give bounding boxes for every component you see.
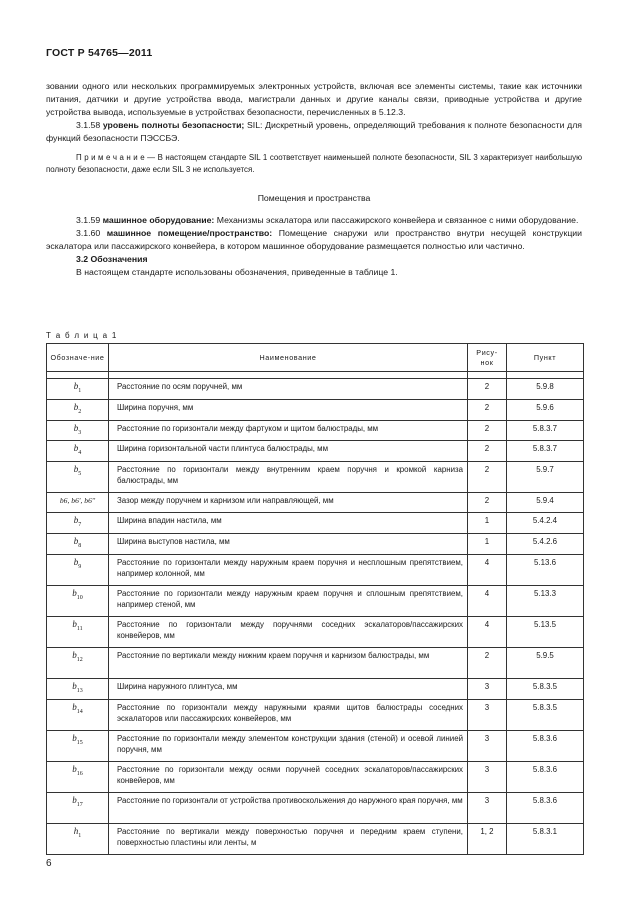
cell-name: Расстояние по горизонтали между внутренним краем поручня и кромкой карниза балюстрады, мм xyxy=(109,462,468,493)
symbols-table xyxy=(46,343,584,855)
cell-clause: 5.8.3.6 xyxy=(507,792,584,823)
cell-name: Расстояние по горизонтали между фартуком и щитом балюстрады, мм xyxy=(109,420,468,441)
cell-symbol: $b_{10}$ xyxy=(47,585,109,616)
table-row xyxy=(47,699,584,730)
body-text xyxy=(46,80,582,279)
cell-symbol: $b_4$ xyxy=(47,441,109,462)
header-figure: Рису-нок xyxy=(468,344,507,372)
cell-figure: 2 xyxy=(468,647,507,678)
cell-clause: 5.8.3.5 xyxy=(507,678,584,699)
table-row xyxy=(47,616,584,647)
cell-clause: 5.8.3.7 xyxy=(507,420,584,441)
cell-clause: 5.4.2.6 xyxy=(507,533,584,554)
cell-symbol: $h_1$ xyxy=(47,823,109,854)
cell-symbol: $b_1$ xyxy=(47,379,109,400)
cell-name: Ширина поручня, мм xyxy=(109,399,468,420)
document-header: ГОСТ Р 54765—2011 xyxy=(46,47,153,59)
table-row xyxy=(47,462,584,493)
cell-figure: 1, 2 xyxy=(468,823,507,854)
table-row xyxy=(47,493,584,513)
table-row xyxy=(47,678,584,699)
table-caption: Т а б л и ц а 1 xyxy=(46,331,118,340)
paragraph-continuation: зовании одного или нескольких программируемых электронных устройств, включая все элементы системы, такие как источники питания, датчики и другие устройства ввода, магистрали данных и другие каналы связи, приводные устройства и другие устройства вывода, используемые в устройствах безопасности, перечисленных в 5.12.3. xyxy=(46,81,582,117)
cell-clause: 5.9.4 xyxy=(507,493,584,513)
cell-figure: 3 xyxy=(468,792,507,823)
header-symbol: Обозначе-ние xyxy=(47,344,109,372)
cell-clause: 5.9.5 xyxy=(507,647,584,678)
cell-clause: 5.9.8 xyxy=(507,379,584,400)
cell-clause: 5.8.3.6 xyxy=(507,730,584,761)
table-row xyxy=(47,585,584,616)
cell-symbol: $b_{17}$ xyxy=(47,792,109,823)
cell-figure: 1 xyxy=(468,513,507,534)
cell-figure: 3 xyxy=(468,761,507,792)
cell-figure: 3 xyxy=(468,699,507,730)
cell-figure: 2 xyxy=(468,379,507,400)
cell-name: Ширина горизонтальной части плинтуса балюстрады, мм xyxy=(109,441,468,462)
cell-symbol: $b_{11}$ xyxy=(47,616,109,647)
cell-figure: 2 xyxy=(468,462,507,493)
cell-clause: 5.8.3.5 xyxy=(507,699,584,730)
cell-name: Расстояние по горизонтали между поручнями соседних эскалаторов/пассажирских конвейеров, мм xyxy=(109,616,468,647)
cell-clause: 5.9.7 xyxy=(507,462,584,493)
cell-name: Ширина наружного плинтуса, мм xyxy=(109,678,468,699)
table-row xyxy=(47,513,584,534)
table-row xyxy=(47,730,584,761)
cell-symbol: $b_2$ xyxy=(47,399,109,420)
table-row xyxy=(47,379,584,400)
cell-clause: 5.8.3.1 xyxy=(507,823,584,854)
cell-name: Ширина впадин настила, мм xyxy=(109,513,468,534)
cell-name: Расстояние по горизонтали между наружными краями щитов балюстрады соседних эскалаторов или пассажирских конвейеров, мм xyxy=(109,699,468,730)
cell-name: Расстояние по осям поручней, мм xyxy=(109,379,468,400)
cell-figure: 3 xyxy=(468,730,507,761)
table-row xyxy=(47,420,584,441)
cell-symbol: $b_5$ xyxy=(47,462,109,493)
definition-3-1-60: 3.1.60 машинное помещение/пространство: Помещение снаружи или пространство внутри несущей конструкции эскалатора или пассажирского конвейера, в котором машинное оборудование размещается полностью или частично. xyxy=(46,228,583,251)
cell-symbol: $b_9$ xyxy=(47,554,109,585)
cell-figure: 2 xyxy=(468,493,507,513)
cell-clause: 5.13.6 xyxy=(507,554,584,585)
table-body xyxy=(47,372,584,855)
table-row xyxy=(47,761,584,792)
header-clause: Пункт xyxy=(507,344,584,372)
cell-name: Расстояние по горизонтали между наружным краем поручня и несплошным препятствием, например колонной, мм xyxy=(109,554,468,585)
header-separator xyxy=(47,372,584,379)
cell-symbol: $b_{15}$ xyxy=(47,730,109,761)
cell-name: Расстояние по вертикали между нижним краем поручня и карнизом балюстрады, мм xyxy=(109,647,468,678)
cell-clause: 5.8.3.7 xyxy=(507,441,584,462)
cell-figure: 4 xyxy=(468,616,507,647)
cell-clause: 5.8.3.6 xyxy=(507,761,584,792)
cell-name: Расстояние по горизонтали между осями поручней соседних эскалаторов/пассажирских конвейеров, мм xyxy=(109,761,468,792)
header-name: Наименование xyxy=(109,344,468,372)
section-title: Помещения и пространства xyxy=(257,193,371,203)
cell-symbol: $b_{12}$ xyxy=(47,647,109,678)
cell-symbol: $b_8$ xyxy=(47,533,109,554)
cell-clause: 5.13.3 xyxy=(507,585,584,616)
cell-name: Расстояние по вертикали между поверхностью поручня и передним краем ступени, поверхностью пластины или ленты, м xyxy=(109,823,468,854)
table-row xyxy=(47,792,584,823)
cell-symbol: $b_{14}$ xyxy=(47,699,109,730)
cell-figure: 4 xyxy=(468,585,507,616)
subsection-title: 3.2 Обозначения xyxy=(76,254,148,264)
table-row xyxy=(47,399,584,420)
definition-3-1-58: 3.1.58 уровень полноты безопасности; SIL: Дискретный уровень, определяющий требования к полноте безопасности для функций безопасности ПЭССБЭ. xyxy=(46,120,582,143)
cell-symbol: $b_{16}$ xyxy=(47,761,109,792)
cell-figure: 2 xyxy=(468,399,507,420)
cell-symbol: $b_7$ xyxy=(47,513,109,534)
table-intro: В настоящем стандарте использованы обозначения, приведенные в таблице 1. xyxy=(76,267,398,277)
cell-name: Зазор между поручнем и карнизом или направляющей, мм xyxy=(109,493,468,513)
cell-figure: 1 xyxy=(468,533,507,554)
cell-name: Расстояние по горизонтали между наружным краем поручня и сплошным препятствием, например стеной, мм xyxy=(109,585,468,616)
cell-figure: 4 xyxy=(468,554,507,585)
cell-figure: 3 xyxy=(468,678,507,699)
cell-figure: 2 xyxy=(468,441,507,462)
cell-symbol: $b_{13}$ xyxy=(47,678,109,699)
cell-name: Расстояние по горизонтали между элементом конструкции здания (стеной) и осевой линией поручня, мм xyxy=(109,730,468,761)
table-row xyxy=(47,554,584,585)
table-row xyxy=(47,533,584,554)
cell-clause: 5.4.2.4 xyxy=(507,513,584,534)
table-row xyxy=(47,647,584,678)
cell-clause: 5.13.5 xyxy=(507,616,584,647)
cell-figure: 2 xyxy=(468,420,507,441)
cell-symbol: b6, b6', b6'' xyxy=(47,493,109,513)
cell-symbol: $b_3$ xyxy=(47,420,109,441)
table-row xyxy=(47,441,584,462)
note: П р и м е ч а н и е — В настоящем стандарте SIL 1 соответствует наименьшей полноте безопасности, SIL 3 характеризует наибольшую полноту безопасности, даже если SIL 3 не используется. xyxy=(46,153,582,174)
page-number: 6 xyxy=(46,858,52,869)
definition-3-1-59: 3.1.59 машинное оборудование: Механизмы эскалатора или пассажирского конвейера и связанное с ними оборудование. xyxy=(76,215,579,225)
cell-name: Расстояние по горизонтали от устройства противоскольжения до наружного края поручня, мм xyxy=(109,792,468,823)
cell-clause: 5.9.6 xyxy=(507,399,584,420)
cell-name: Ширина выступов настила, мм xyxy=(109,533,468,554)
table-row xyxy=(47,823,584,854)
